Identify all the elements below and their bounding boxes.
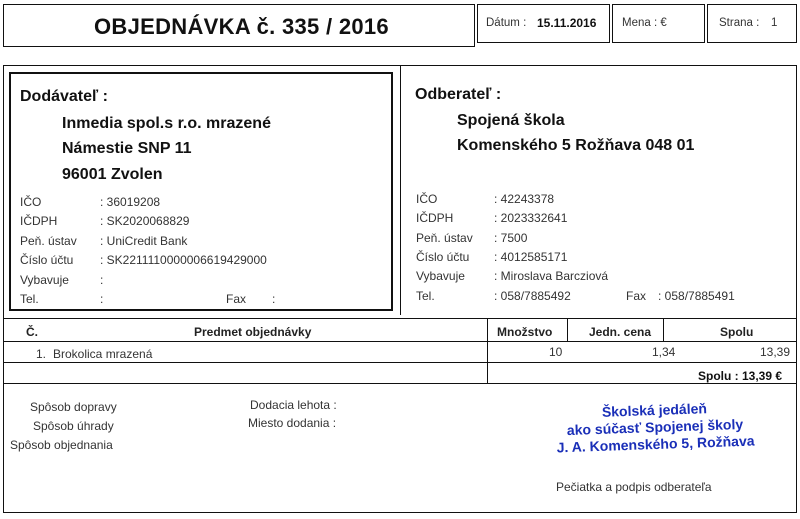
col-divider — [567, 319, 568, 341]
date-value: 15.11.2016 — [537, 16, 597, 30]
field-label: Peň. ústav — [416, 231, 473, 245]
sum-label: Spolu : — [698, 369, 739, 383]
field-label: IČO — [416, 192, 438, 206]
field-label: Číslo účtu — [416, 250, 470, 264]
field-value: : 42243378 — [494, 192, 555, 206]
supplier-street: Námestie SNP 11 — [62, 140, 192, 157]
field-value: : SK2211110000006619429000 — [100, 253, 267, 267]
page-label: Strana : — [719, 17, 760, 29]
row-no: 1. — [36, 347, 47, 361]
field-value: : 2023332641 — [494, 211, 568, 225]
section-divider — [400, 66, 401, 315]
col-header-total: Spolu — [720, 325, 754, 339]
table-top-line — [3, 318, 797, 319]
field-value: : 058/7885492 — [494, 289, 571, 303]
field-value: : — [100, 292, 104, 306]
field-value: : 7500 — [494, 231, 528, 245]
field-value: : 4012585171 — [494, 250, 568, 264]
col-header-no: Č. — [26, 325, 38, 339]
field-value: : — [100, 273, 104, 287]
currency-label: Mena : € — [622, 17, 667, 29]
stamp-line: J. A. Komenského 5, Rožňava — [556, 432, 755, 456]
col-header-price: Jedn. cena — [589, 325, 652, 339]
sum-bottom-line — [3, 383, 797, 384]
row-item: Brokolica mrazená — [53, 347, 153, 361]
field-label: IČDPH — [416, 211, 454, 225]
fax-label: Fax — [626, 289, 647, 303]
col-divider — [487, 319, 488, 383]
field-value: : SK2020068829 — [100, 214, 190, 228]
col-divider — [663, 319, 664, 341]
supplier-heading: Dodávateľ : — [20, 88, 108, 105]
customer-name: Spojená škola — [457, 112, 565, 129]
field-label: Číslo účtu — [20, 253, 74, 267]
school-stamp — [539, 398, 771, 457]
stamp-line: ako súčasť Spojenej školy — [566, 415, 744, 439]
field-value: : UniCredit Bank — [100, 234, 188, 248]
row-bottom-line — [3, 362, 797, 363]
field-value: : Miroslava Barcziová — [494, 269, 609, 283]
field-label: Tel. — [20, 292, 39, 306]
fax-label: Fax — [226, 292, 247, 306]
stamp-line: Školská jedáleň — [601, 400, 708, 420]
fax-value: : 058/7885491 — [658, 289, 735, 303]
date-label: Dátum : — [486, 17, 527, 29]
supplier-city: 96001 Zvolen — [62, 166, 163, 183]
page-number: 1 — [771, 17, 778, 29]
field-label: IČO — [20, 195, 42, 209]
col-header-item: Predmet objednávky — [194, 325, 312, 339]
customer-heading: Odberateľ : — [415, 86, 502, 103]
field-label: IČDPH — [20, 214, 58, 228]
field-label: Peň. ústav — [20, 234, 77, 248]
row-qty: 10 — [549, 345, 563, 359]
field-label: Tel. — [416, 289, 435, 303]
payment-method-label: Spôsob úhrady — [33, 419, 114, 433]
field-label: Vybavuje — [416, 269, 465, 283]
delivery-time-label: Dodacia lehota : — [250, 398, 337, 412]
header-bottom-line — [3, 341, 797, 342]
row-total: 13,39 — [760, 345, 791, 359]
row-price: 1,34 — [652, 345, 676, 359]
field-value: : 36019208 — [100, 195, 161, 209]
sum-value: 13,39 € — [742, 369, 783, 383]
order-method-label: Spôsob objednania — [10, 438, 113, 452]
customer-address: Komenského 5 Rožňava 048 01 — [457, 137, 695, 154]
field-label: Vybavuje — [20, 273, 69, 287]
supplier-name: Inmedia spol.s r.o. mrazené — [62, 115, 271, 132]
signature-label: Pečiatka a podpis odberateľa — [556, 480, 712, 494]
delivery-place-label: Miesto dodania : — [248, 416, 337, 430]
page-title: OBJEDNÁVKA č. 335 / 2016 — [94, 14, 389, 39]
col-header-qty: Množstvo — [497, 325, 553, 339]
transport-method-label: Spôsob dopravy — [30, 400, 117, 414]
fax-value: : — [272, 292, 276, 306]
